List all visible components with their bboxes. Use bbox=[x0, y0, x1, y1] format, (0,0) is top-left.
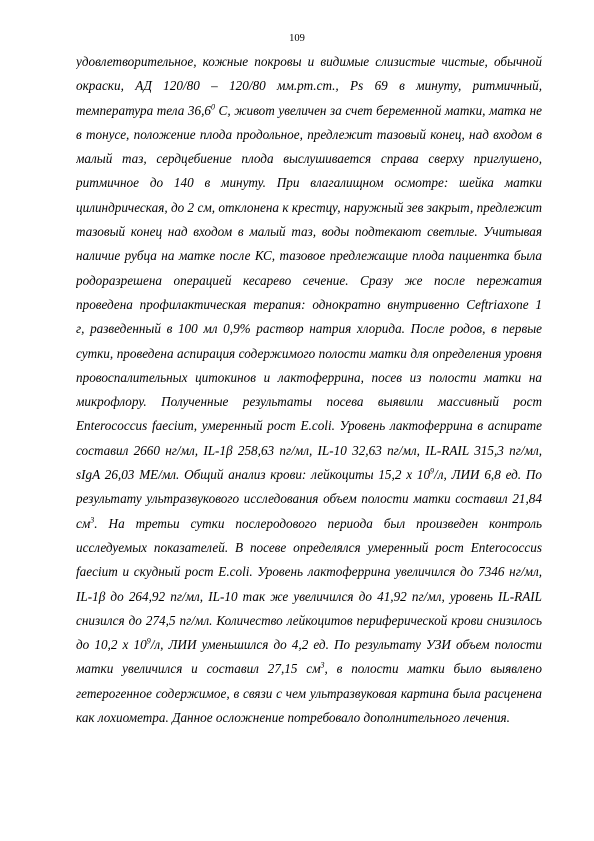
page-number: 109 bbox=[289, 33, 305, 44]
text-line: малый таз, сердцебиение плода выслушивается справа сверху приглушено, bbox=[76, 151, 542, 167]
text-line: сутки, проведена аспирация содержимого полости матки для определения уровня bbox=[76, 345, 542, 361]
superscript: 3 bbox=[320, 661, 325, 671]
text-line: цилиндрическая, до 2 см, отклонена к крестцу, наружный зев закрыт, предлежит bbox=[76, 199, 542, 215]
text-segment: /л, ЛИИ 6,8 ед. По bbox=[434, 467, 542, 483]
text-segment: см bbox=[76, 515, 91, 531]
superscript: 9 bbox=[430, 466, 435, 476]
text-line bbox=[76, 463, 542, 487]
text-segment: С, живот увеличен за счет беременной матки, матка не bbox=[214, 102, 542, 118]
text-line: окраски, АД 120/80 – 120/80 мм.рт.ст., Ps 69 в минуту, ритмичный, bbox=[76, 78, 542, 94]
text-line: результату ультразвукового исследования объем полости матки составил 21,84 bbox=[76, 491, 542, 507]
text-segment: /л, ЛИИ уменьшился до 4,2 ед. По результату УЗИ объем полости bbox=[150, 637, 542, 653]
text-line bbox=[76, 657, 542, 681]
superscript: 9 bbox=[146, 636, 151, 646]
text-line: проведена профилактическая терапия: однократно внутривенно Ceftriaxone 1 bbox=[76, 296, 542, 312]
text-line: в тонусе, положение плода продольное, предлежит тазовый конец, над входом в bbox=[76, 126, 542, 142]
text-line: ритмичное до 140 в минуту. При влагалищном осмотре: шейка матки bbox=[76, 175, 542, 191]
text-line: г, разведенный в 100 мл 0,9% раствор натрия хлорида. После родов, в первые bbox=[76, 321, 542, 337]
superscript: 0 bbox=[210, 102, 215, 112]
text-line: родоразрешена операцией кесарево сечение. Сразу же после пережатия bbox=[76, 272, 542, 288]
text-line bbox=[76, 99, 542, 123]
text-line bbox=[76, 512, 542, 536]
text-line: гетерогенное содержимое, в связи с чем ультразвуковая картина была расценена bbox=[76, 685, 542, 701]
text-line: как лохиометра. Данное осложнение потребовало дополнительного лечения. bbox=[76, 710, 510, 726]
text-line: наличие рубца на матке после КС, тазовое предлежащие плода пациентка была bbox=[76, 248, 542, 264]
text-line: IL-1β до 264,92 пг/мл, IL-10 так же увеличился до 41,92 пг/мл, уровень IL-RAIL bbox=[76, 588, 542, 604]
text-line: Enterococcus faecium, умеренный рост E.coli. Уровень лактоферрина в аспирате bbox=[76, 418, 542, 434]
text-line: составил 2660 нг/мл, IL-1β 258,63 пг/мл, IL-10 32,63 пг/мл, IL-RAIL 315,3 пг/мл, bbox=[76, 442, 542, 458]
text-line: faecium и скудный рост E.coli. Уровень лактоферрина увеличился до 7346 нг/мл, bbox=[76, 564, 542, 580]
text-segment: , в полости матки было выявлено bbox=[324, 661, 542, 677]
text-segment: sIgA 26,03 МЕ/мл. Общий анализ крови: лейкоциты 15,2 х 10 bbox=[76, 467, 431, 483]
text-line: тазовый конец над входом в малый таз, воды подтекают светлые. Учитывая bbox=[76, 224, 542, 240]
superscript: 3 bbox=[90, 515, 95, 525]
text-body bbox=[76, 50, 542, 730]
text-segment: температура тела 36,6 bbox=[76, 102, 211, 118]
text-line: провоспалительных цитокинов и лактоферрина, посев из полости матки на bbox=[76, 369, 542, 385]
text-segment: до 10,2 х 10 bbox=[76, 637, 147, 653]
text-line: снизился до 274,5 пг/мл. Количество лейкоцитов периферической крови снизилось bbox=[76, 612, 542, 628]
text-segment: . На третьи сутки послеродового периода был произведен контроль bbox=[94, 515, 542, 531]
text-line: удовлетворительное, кожные покровы и видимые слизистые чистые, обычной bbox=[76, 54, 542, 69]
text-line bbox=[76, 633, 542, 657]
text-segment: матки увеличился и составил 27,15 см bbox=[76, 661, 321, 677]
text-line: микрофлору. Полученные результаты посева выявили массивный рост bbox=[76, 394, 542, 410]
text-line: исследуемых показателей. В посеве определялся умеренный рост Enterococcus bbox=[76, 539, 542, 555]
